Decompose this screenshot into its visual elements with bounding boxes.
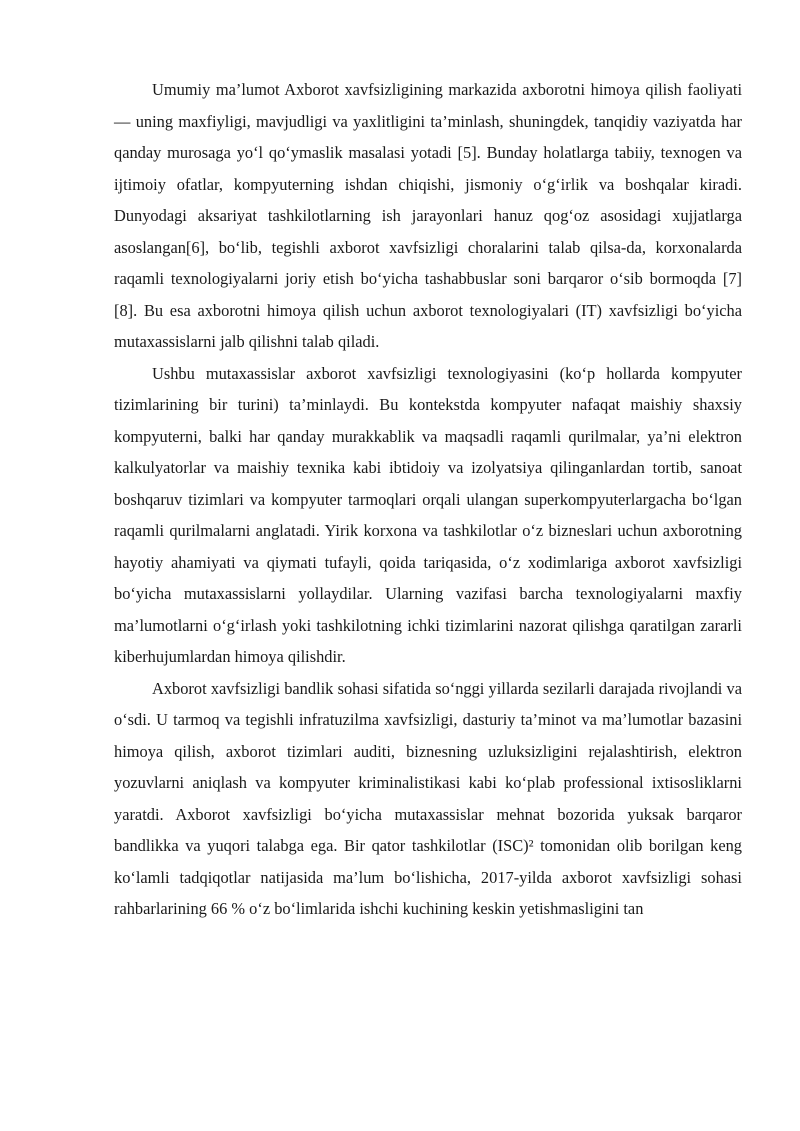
paragraph-specialists: Ushbu mutaxassislar axborot xavfsizligi texnologiyasini (ko‘p hollarda kompyuter tizimlarining bir turini) ta’minlaydi. Bu kontekstda kompyuter nafaqat maishiy shaxsiy kompyuterni, balki har qanday murakkablik va maqsadli raqamli qurilmalar, ya’ni elektron kalkulyatorlar va maishiy texnika kabi ibtidoiy va izolyatsiya qilinganlardan tortib, sanoat boshqaruv tizimlari va kompyuter tarmoqlari orqali ulangan superkompyuterlargacha bo‘lgan raqamli qurilmalarni anglatadi. Yirik korxona va tashkilotlar o‘z bizneslari uchun axborotning hayotiy ahamiyati va qiymati tufayli, qoida tariqasida, o‘z xodimlariga axborot xavfsizligi bo‘yicha mutaxassislarni yollaydilar. Ularning vazifasi barcha texnologiyalarni maxfiy ma’lumotlarni o‘g‘irlash yoki tashkilotning ichki tizimlarini nazorat qilishga qaratilgan zararli kiberhujumlardan himoya qilishdir.	[114, 363, 742, 666]
paragraph-intro: Umumiy ma’lumot Axborot xavfsizligining markazida axborotni himoya qilish faoliyati — uning maxfiyligi, mavjudligi va yaxlitligini ta’minlash, shuningdek, tanqidiy vaziyatda har qanday murosaga yo‘l qo‘ymaslik masalasi yotadi [5]. Bunday holatlarga tabiiy, texnogen va ijtimoiy ofatlar, kompyuterning ishdan chiqishi, jismoniy o‘g‘irlik va boshqalar kiradi. Dunyodagi aksariyat tashkilotlarning ish jarayonlari hanuz qog‘oz asosidagi xujjatlarga asoslangan[6], bo‘lib, tegishli axborot xavfsizligi choralarini talab qilsa-da, korxonalarda raqamli texnologiyalarni joriy etish bo‘yicha tashabbuslar soni barqaror o‘sib bormoqda [7] [8]. Bu esa axborotni himoya qilish uchun axborot texnologiyalari (IT) xavfsizligi bo‘yicha mutaxassislarni jalb qilishni talab qiladi.	[114, 80, 742, 351]
body-text	[114, 74, 742, 925]
paragraph-employment: Axborot xavfsizligi bandlik sohasi sifatida so‘nggi yillarda sezilarli darajada rivojlandi va o‘sdi. U tarmoq va tegishli infratuzilma xavfsizligi, dasturiy ta’minot va ma’lumotlar bazasini himoya qilish, axborot tizimlari auditi, biznesning uzluksizligini rejalashtirish, elektron yozuvlarni aniqlash va kompyuter kriminalistikasi kabi ko‘plab professional ixtisosliklarni yaratdi. Axborot xavfsizligi bo‘yicha mutaxassislar mehnat bozorida yuksak barqaror bandlikka va yuqori talabga ega. Bir qator tashkilotlar (ISC)² tomonidan olib borilgan keng ko‘lamli tadqiqotlar natijasida ma’lum bo‘lishicha, 2017-yilda axborot xavfsizligi sohasi rahbarlarining 66 % o‘z bo‘limlarida ishchi kuchining keskin yetishmasligini tan	[114, 678, 742, 918]
